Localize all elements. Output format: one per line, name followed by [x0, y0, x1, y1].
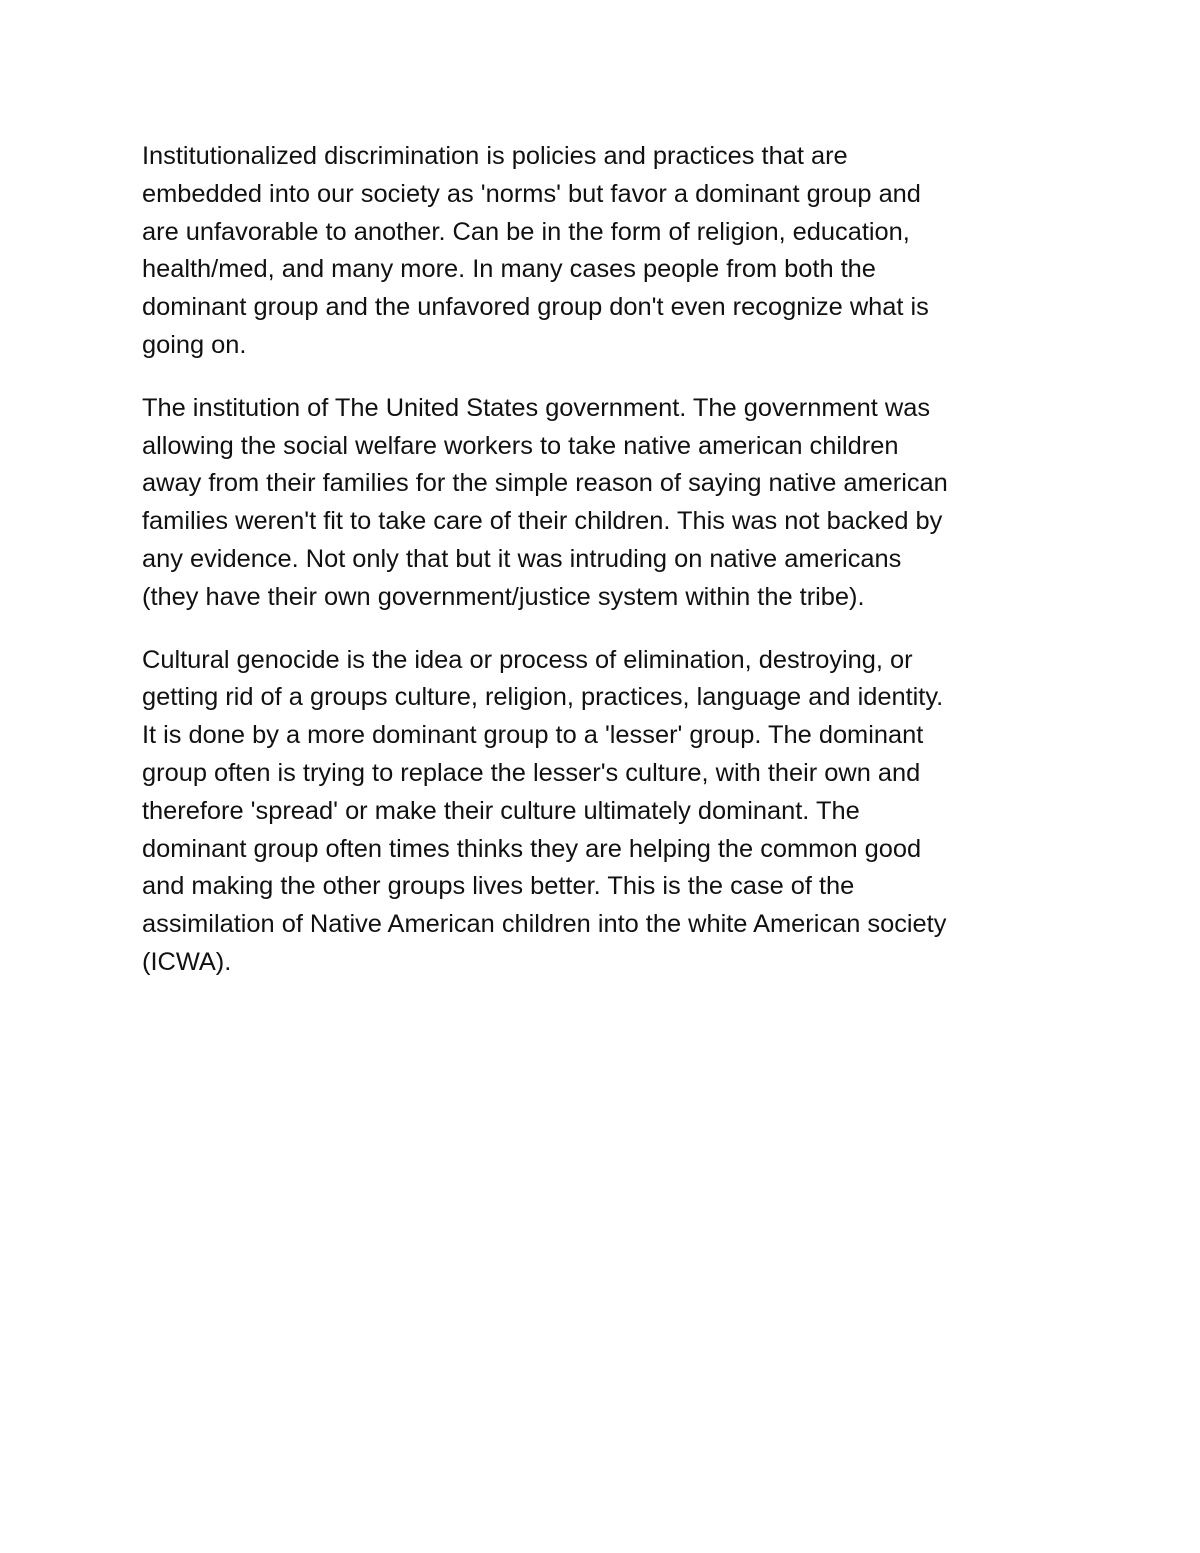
- text-line: embedded into our society as 'norms' but favor a dominant group and: [142, 179, 921, 208]
- text-line: and making the other groups lives better. This is the case of the: [142, 872, 855, 901]
- text-line: The institution of The United States government. The government was: [142, 393, 931, 422]
- text-line: group often is trying to replace the lesser's culture, with their own and: [142, 758, 921, 787]
- paragraph-us-government-institution: [142, 390, 1058, 617]
- text-line: Institutionalized discrimination is policies and practices that are: [142, 142, 848, 170]
- text-line: It is done by a more dominant group to a 'lesser' group. The dominant: [142, 721, 924, 750]
- text-line: any evidence. Not only that but it was intruding on native americans: [142, 544, 902, 573]
- text-line: Cultural genocide is the idea or process of elimination, destroying, or: [142, 645, 913, 674]
- text-line: going on.: [142, 330, 247, 359]
- text-line: getting rid of a groups culture, religion, practices, language and identity.: [142, 683, 944, 712]
- document-body: [142, 138, 1058, 1007]
- text-line: families weren't fit to take care of their children. This was not backed by: [142, 507, 943, 536]
- text-line: allowing the social welfare workers to take native american children: [142, 431, 899, 460]
- text-line: dominant group often times thinks they are helping the common good: [142, 834, 922, 863]
- text-line: dominant group and the unfavored group don't even recognize what is: [142, 293, 929, 322]
- text-line: health/med, and many more. In many cases people from both the: [142, 255, 876, 284]
- text-line: away from their families for the simple reason of saying native american: [142, 469, 948, 498]
- text-line: therefore 'spread' or make their culture ultimately dominant. The: [142, 796, 860, 825]
- text-line: assimilation of Native American children into the white American society: [142, 910, 947, 939]
- paragraph-cultural-genocide: [142, 642, 1058, 982]
- text-line: (ICWA).: [142, 947, 232, 976]
- text-line: are unfavorable to another. Can be in the form of religion, education,: [142, 217, 910, 246]
- text-line: (they have their own government/justice system within the tribe).: [142, 582, 865, 611]
- paragraph-institutionalized-discrimination: [142, 138, 1058, 365]
